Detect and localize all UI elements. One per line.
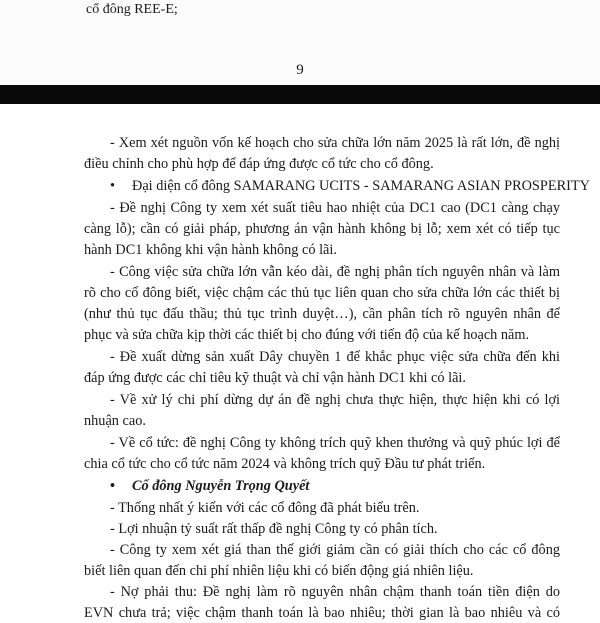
paragraph-line: EVN chưa trả; việc chậm thanh toán là bao nhiêu; thời gian là bao nhiêu và có (84, 605, 560, 621)
bullet-icon: • (110, 478, 116, 494)
paragraph-line: - Xem xét nguồn vốn kế hoạch cho sửa chữa lớn năm 2025 là rất lớn, đề nghị (110, 135, 560, 151)
previous-page (0, 0, 600, 85)
section-heading-text: Cổ đông Nguyễn Trọng Quyết (132, 478, 310, 494)
paragraph-line: hành DC1 không khi vận hành không có lãi. (84, 242, 337, 258)
paragraph-line: - Thống nhất ý kiến với các cổ đông đã phát biểu trên. (110, 500, 420, 516)
paragraph-line: (như thủ tục đấu thầu; thủ tục trình duyệt…), cần phân tích rõ nguyên nhân để (84, 306, 560, 322)
section-heading-text: Đại diện cổ đông SAMARANG UCITS - SAMARANG ASIAN PROSPERITY (132, 178, 590, 194)
paragraph-line: điều chỉnh cho phù hợp để đáp ứng được cổ tức cho cổ đông. (84, 156, 434, 172)
paragraph-line: - Công việc sửa chữa lớn vẫn kéo dài, đề nghị phân tích nguyên nhân và làm (110, 264, 560, 280)
paragraph-line: nhuận cao. (84, 413, 146, 429)
bullet-icon: • (110, 178, 116, 194)
paragraph-line: - Về cổ tức: đề nghị Công ty không trích quỹ khen thưởng và quỹ phúc lợi để (110, 435, 560, 451)
previous-page-last-line: cổ đông REE-E; (86, 2, 178, 17)
section-heading (110, 176, 590, 196)
paragraph-line: - Lợi nhuận tỷ suất rất thấp đề nghị Công ty có phân tích. (110, 521, 438, 537)
paragraph-line: - Công ty xem xét giá than thế giới giảm cần có giải thích cho các cổ đông (110, 542, 560, 558)
paragraph-line: - Đề nghị Công ty xem xét suất tiêu hao nhiệt của DC1 cao (DC1 càng chạy (110, 200, 560, 216)
paragraph-line: - Về xử lý chi phí dừng dự án đề nghị chưa thực hiện, thực hiện khi có lợi (110, 392, 560, 408)
section-heading (110, 476, 309, 496)
document-page (0, 104, 600, 621)
paragraph-line: đáp ứng được các chỉ tiêu kỹ thuật và chỉ vận hành DC1 khi có lãi. (84, 370, 466, 386)
paragraph-line: biết liên quan đến chi phí nhiên liệu khi có biến động giá nhiên liệu. (84, 563, 474, 579)
paragraph-line: càng lỗ); cần có giải pháp, phương án vận hành không bị lỗ; xem xét có tiếp tục (84, 221, 560, 237)
page-number: 9 (296, 62, 304, 78)
paragraph-line: chia cổ tức cho cổ tức năm 2024 và không trích quỹ Đầu tư phát triển. (84, 456, 486, 472)
paragraph-line: - Đề xuất dừng sản xuất Dây chuyền 1 để khắc phục việc sửa chữa đến khi (110, 349, 560, 365)
paragraph-line: - Nợ phải thu: Đề nghị làm rõ nguyên nhân chậm thanh toán tiền điện do (110, 584, 560, 600)
paragraph-line: phục và sửa chữa kịp thời các thiết bị cho đúng với tiến độ của kế hoạch năm. (84, 327, 530, 343)
page-separator (0, 85, 600, 104)
paragraph-line: rõ cho cổ đông biết, việc chậm các thủ tục liên quan cho sửa chữa lớn các thiết bị (84, 285, 560, 301)
